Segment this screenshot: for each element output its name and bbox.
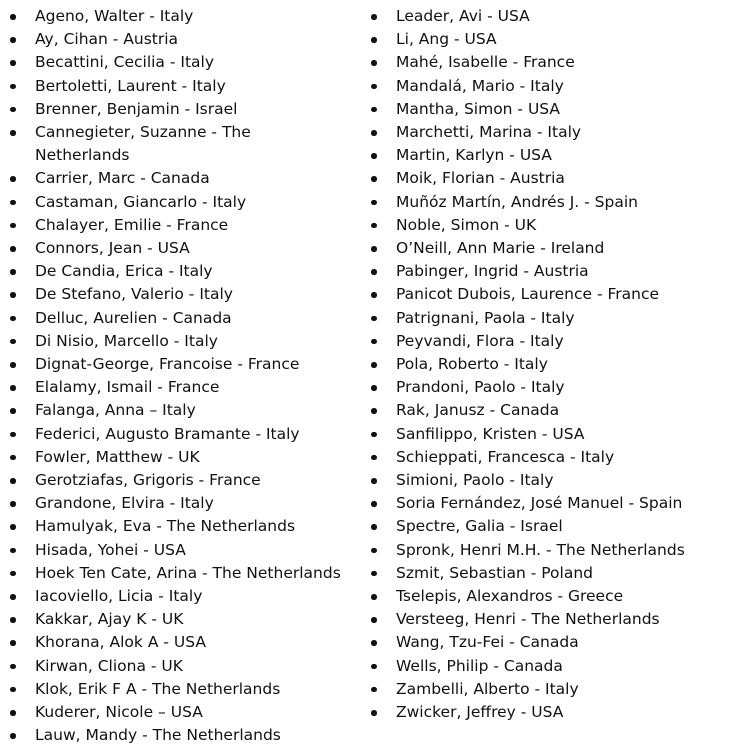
list-item: Hisada, Yohei - USA xyxy=(0,539,362,562)
list-item: Delluc, Aurelien - Canada xyxy=(0,307,362,330)
list-item: Iacoviello, Licia - Italy xyxy=(0,585,362,608)
list-item: Sanfilippo, Kristen - USA xyxy=(361,423,731,446)
list-item: Moik, Florian - Austria xyxy=(361,167,731,190)
list-item: Elalamy, Ismail - France xyxy=(0,376,362,399)
list-item: Schieppati, Francesca - Italy xyxy=(361,446,731,469)
list-item: Brenner, Benjamin - Israel xyxy=(0,98,362,121)
list-item: Patrignani, Paola - Italy xyxy=(361,307,731,330)
list-item: Bertoletti, Laurent - Italy xyxy=(0,75,362,98)
list-item: Castaman, Giancarlo - Italy xyxy=(0,191,362,214)
list-item: Federici, Augusto Bramante - Italy xyxy=(0,423,362,446)
list-item: Kirwan, Cliona - UK xyxy=(0,655,362,678)
list-item: Tselepis, Alexandros - Greece xyxy=(361,585,731,608)
list-item: Spectre, Galia - Israel xyxy=(361,515,731,538)
list-item: Falanga, Anna – Italy xyxy=(0,399,362,422)
list-item: Pola, Roberto - Italy xyxy=(361,353,731,376)
list-item: Marchetti, Marina - Italy xyxy=(361,121,731,144)
list-item: Peyvandi, Flora - Italy xyxy=(361,330,731,353)
list-item: Hamulyak, Eva - The Netherlands xyxy=(0,515,362,538)
list-item: Zambelli, Alberto - Italy xyxy=(361,678,731,701)
list-item: Ageno, Walter - Italy xyxy=(0,5,362,28)
list-item: Zwicker, Jeffrey - USA xyxy=(361,701,731,724)
list-item: Leader, Avi - USA xyxy=(361,5,731,28)
list-item: Lauw, Mandy - The Netherlands xyxy=(0,724,362,747)
list-item: Gerotziafas, Grigoris - France xyxy=(0,469,362,492)
list-item: Hoek Ten Cate, Arina - The Netherlands xyxy=(0,562,362,585)
list-item: Chalayer, Emilie - France xyxy=(0,214,362,237)
list-item: Muñóz Martín, Andrés J. - Spain xyxy=(361,191,731,214)
list-item: Martin, Karlyn - USA xyxy=(361,144,731,167)
list-item: Mahé, Isabelle - France xyxy=(361,51,731,74)
list-item: Grandone, Elvira - Italy xyxy=(0,492,362,515)
list-item: Szmit, Sebastian - Poland xyxy=(361,562,731,585)
list-item: Simioni, Paolo - Italy xyxy=(361,469,731,492)
list-item: De Stefano, Valerio - Italy xyxy=(0,283,362,306)
left-name-list xyxy=(0,5,362,748)
list-item: Carrier, Marc - Canada xyxy=(0,167,362,190)
list-item: Di Nisio, Marcello - Italy xyxy=(0,330,362,353)
list-item: Pabinger, Ingrid - Austria xyxy=(361,260,731,283)
list-item: Klok, Erik F A - The Netherlands xyxy=(0,678,362,701)
list-item: De Candia, Erica - Italy xyxy=(0,260,362,283)
list-item: Noble, Simon - UK xyxy=(361,214,731,237)
list-item: Versteeg, Henri - The Netherlands xyxy=(361,608,731,631)
list-item: Spronk, Henri M.H. - The Netherlands xyxy=(361,539,731,562)
list-item: Cannegieter, Suzanne - The Netherlands xyxy=(0,121,362,167)
list-item: Wells, Philip - Canada xyxy=(361,655,731,678)
list-item: Kakkar, Ajay K - UK xyxy=(0,608,362,631)
list-item: Li, Ang - USA xyxy=(361,28,731,51)
list-item: Panicot Dubois, Laurence - France xyxy=(361,283,731,306)
list-item: Ay, Cihan - Austria xyxy=(0,28,362,51)
right-name-list xyxy=(361,5,731,724)
list-item: Prandoni, Paolo - Italy xyxy=(361,376,731,399)
list-item: O’Neill, Ann Marie - Ireland xyxy=(361,237,731,260)
list-item: Khorana, Alok A - USA xyxy=(0,631,362,654)
list-item: Becattini, Cecilia - Italy xyxy=(0,51,362,74)
list-item: Fowler, Matthew - UK xyxy=(0,446,362,469)
list-item: Rak, Janusz - Canada xyxy=(361,399,731,422)
list-item: Kuderer, Nicole – USA xyxy=(0,701,362,724)
list-item: Mandalá, Mario - Italy xyxy=(361,75,731,98)
list-item: Soria Fernández, José Manuel - Spain xyxy=(361,492,731,515)
list-item: Mantha, Simon - USA xyxy=(361,98,731,121)
list-item: Connors, Jean - USA xyxy=(0,237,362,260)
list-item: Wang, Tzu-Fei - Canada xyxy=(361,631,731,654)
list-item: Dignat-George, Francoise - France xyxy=(0,353,362,376)
